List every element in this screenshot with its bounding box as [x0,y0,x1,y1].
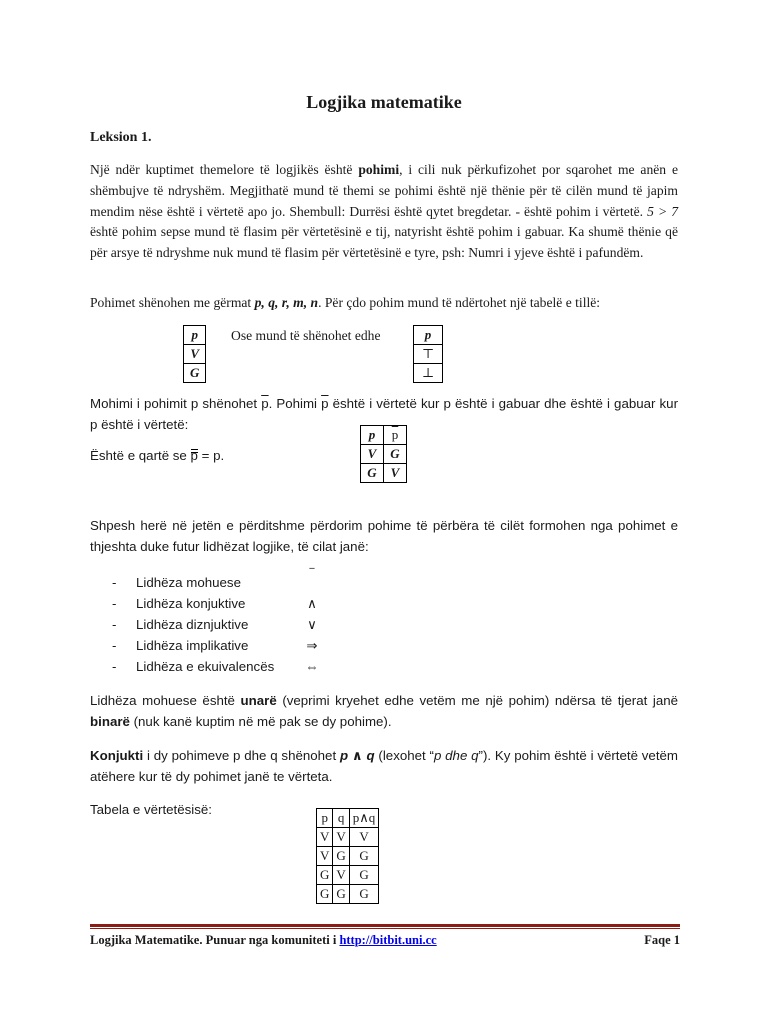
table-row: G V G [317,866,379,885]
intro-paragraph: Një ndër kuptimet themelore të logjikës është pohimi, i cili nuk përkufizohet por sqarohet me anën e shëmbujve të ndryshëm. Megjithatë mund të themi se pohimi është një thënie për të cilën mund të japim mendim nëse është i vërtetë apo jo. Shembull: Durrësi është qytet bregdetar. - është pohim i vërtetë. 5 > 7 është pohim sepse mund të flasim për vërtetësinë e tij, natyrisht është pohim i gabuar. Ka shumë thënie që për arsye të ndryshme nuk mund të flasim për vërtetësinë e tyre, psh: Numri i yjeve është i pafundëm. [90,162,678,261]
conjunction-table [316,808,379,904]
table-row: G G G [317,885,379,904]
table-header-p: p [361,426,384,445]
compound-paragraph: Shpesh herë në jetën e përditshme përdorim pohime të përbëra të cilët formohen nga pohimet e thjeshta duke futur lidhëzat logjike, të cilat janë: [90,518,678,554]
negation-paragraph: Mohimi i pohimit p shënohet $\overline{p}$. Pohimi $\overline{p}$ është i vërtetë kur p është i gabuar dhe është i gabuar kur p është i vërtetë: [90,396,679,432]
table-row: V V V [317,828,379,847]
notation-paragraph: Pohimet shënohen me gërmat p, q, r, m, n. Për çdo pohim mund të ndërtohet një tabelë e tillë: [90,295,601,310]
table-cell: G [184,364,206,383]
list-item: - Lidhëza diznjuktive ∨ [112,614,412,635]
table-header: p [317,809,333,828]
table-row: V G G [317,847,379,866]
table-header: q [333,809,349,828]
footer-divider-thin [90,928,680,929]
table-cell: ⊥ [414,364,443,383]
lesson-heading: Leksion 1. [90,130,152,145]
table-cell: G [361,464,384,483]
and-symbol: ∧ [307,596,317,611]
list-item: - Lidhëza implikative ⇒ [112,635,412,656]
list-item: - Lidhëza mohuese ‾ [112,572,412,593]
table-cell: ⊤ [414,345,443,364]
footer-link[interactable]: http://bitbit.uni.cc [339,933,437,947]
table-cell: V [384,464,407,483]
table-header-pbar: $\overline{p}$ [384,426,407,445]
unary-paragraph: Lidhëza mohuese është unarë (veprimi kryehet edhe vetëm me një pohim) ndërsa të tjerat janë binarë (nuk kanë kuptim në më pak se dy pohime). [90,693,679,729]
equivalence-symbol: ⇔ [305,659,319,674]
page-number: Faqe 1 [644,933,680,947]
truth-table-symbols [413,325,443,383]
table-cell: G [384,445,407,464]
double-negation: Është e qartë se p = p. [90,448,225,463]
table-cell: V [361,445,384,464]
implies-symbol: ⇒ [306,638,318,653]
list-item: - Lidhëza e ekuivalencës ⇔ [112,656,412,677]
negation-table [360,425,407,483]
table-header: p∧q [349,809,379,828]
page-footer [90,933,680,948]
footer-text: Logjika Matematike. Punuar nga komuniteti i [90,933,340,947]
page-title: Logjika matematike [306,92,462,112]
or-symbol: ∨ [307,617,317,632]
list-item: - Lidhëza konjuktive ∧ [112,593,412,614]
table-cell: V [184,345,206,364]
alt-notation-label: Ose mund të shënohet edhe [231,328,381,343]
conjunction-paragraph: Konjukti i dy pohimeve p dhe q shënohet p ∧ q (lexohet “p dhe q”). Ky pohim është i vërtetë vetëm atëhere kur të dy pohimet janë te vërteta. [90,748,678,784]
table-cell: p [414,326,443,345]
connectives-list [112,566,412,677]
table-cell: p [184,326,206,345]
negation-symbol: ‾ [309,566,315,581]
truth-table-vg [183,325,206,383]
footer-divider [90,924,680,927]
truth-table-label: Tabela e vërtetësisë: [90,802,212,817]
